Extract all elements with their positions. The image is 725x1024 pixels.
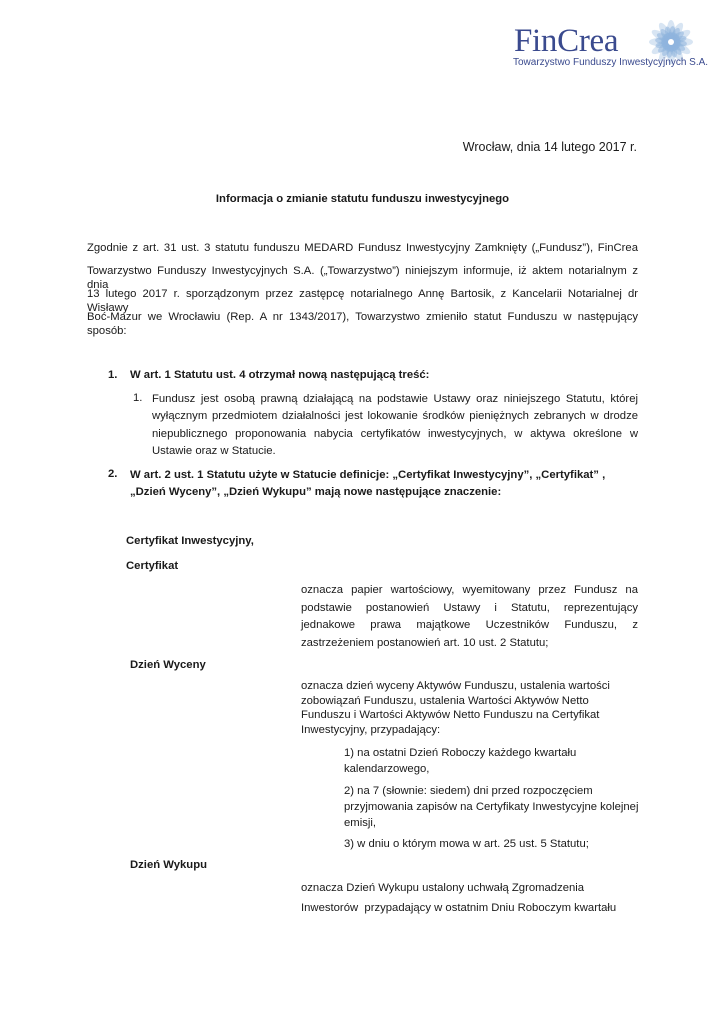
section-number: 2.	[108, 468, 118, 480]
logo-tagline: Towarzystwo Funduszy Inwestycyjnych S.A.	[513, 57, 709, 68]
section-heading: W art. 2 ust. 1 Statutu użyte w Statucie definicje: „Certyfikat Inwestycyjny”, „Certyfikat” , „Dzień Wyceny”, „Dzień Wykupu” mają nowe następujące znaczenie:	[130, 469, 606, 498]
intro-line: Towarzystwo Funduszy Inwestycyjnych S.A. („Towarzystwo”) niniejszym informuje, iż aktem notarialnym z dnia	[87, 265, 638, 291]
definition-term: Dzień Wykupu	[130, 859, 207, 871]
list-item: Fundusz jest osobą prawną działającą na podstawie Ustawy oraz niniejszego Statutu, której wyłącznym przedmiotem działalności jest lokowanie środków pieniężnych zebranych w drodze niepublicznego proponowania nabycia certyfikatów inwestycyjnych, w aktywa określone w Ustawie oraz w Statucie.	[152, 393, 638, 457]
intro-line: Boć-Mazur we Wrocławiu (Rep. A nr 1343/2017), Towarzystwo zmieniło statut Funduszu w następujący sposób:	[87, 311, 638, 337]
definition-meaning: oznacza dzień wyceny Aktywów Funduszu, ustalenia wartości zobowiązań Funduszu, ustalenia Wartości Aktywów Netto Funduszu i Wartości Aktywów Netto Funduszu na Certyfikat Inwestycyjny, przypadający:	[301, 680, 610, 736]
definition-subitem: 2) na 7 (słownie: siedem) dni przed rozpoczęciem przyjmowania zapisów na Certyfikaty Inwestycyjne kolejnej emisji,	[344, 785, 639, 829]
definition-subitem: 3) w dniu o którym mowa w art. 25 ust. 5 Statutu;	[344, 838, 589, 850]
intro-line: Zgodnie z art. 31 ust. 3 statutu funduszu MEDARD Fundusz Inwestycyjny Zamknięty („Fundusz”), FinCrea	[87, 242, 638, 254]
definition-term: Certyfikat	[126, 560, 179, 572]
definition-meaning-line: Inwestorów przypadający w ostatnim Dniu Roboczym kwartału	[301, 902, 617, 914]
definition-term: Dzień Wyceny	[130, 659, 206, 671]
definition-subitem: 1) na ostatni Dzień Roboczy każdego kwartału kalendarzowego,	[344, 747, 577, 775]
definition-meaning-line: oznacza Dzień Wykupu ustalony uchwałą Zgromadzenia	[301, 882, 585, 894]
section-heading: W art. 1 Statutu ust. 4 otrzymał nową następującą treść:	[130, 369, 430, 381]
item-number: 1.	[133, 392, 143, 404]
definition-term: Certyfikat Inwestycyjny,	[126, 535, 254, 547]
intro-line: 13 lutego 2017 r. sporządzonym przez zastępcę notarialnego Annę Bartosik, z Kancelarii Notarialnej dr Wisławy	[87, 288, 638, 314]
document-title: Informacja o zmianie statutu funduszu inwestycyjnego	[215, 193, 510, 205]
section-number: 1.	[108, 369, 118, 381]
date-line: Wrocław, dnia 14 lutego 2017 r.	[462, 140, 637, 154]
flower-center	[668, 39, 674, 45]
company-logo	[511, 12, 711, 72]
logo-wordmark: FinCrea	[514, 23, 619, 59]
definition-meaning: oznacza papier wartościowy, wyemitowany przez Fundusz na podstawie postanowień Ustawy i Statutu, reprezentujący jednakowe prawa majątkowe Uczestników Funduszu, z zastrzeżeniem postanowień art. 10 ust. 2 Statutu;	[301, 584, 638, 649]
